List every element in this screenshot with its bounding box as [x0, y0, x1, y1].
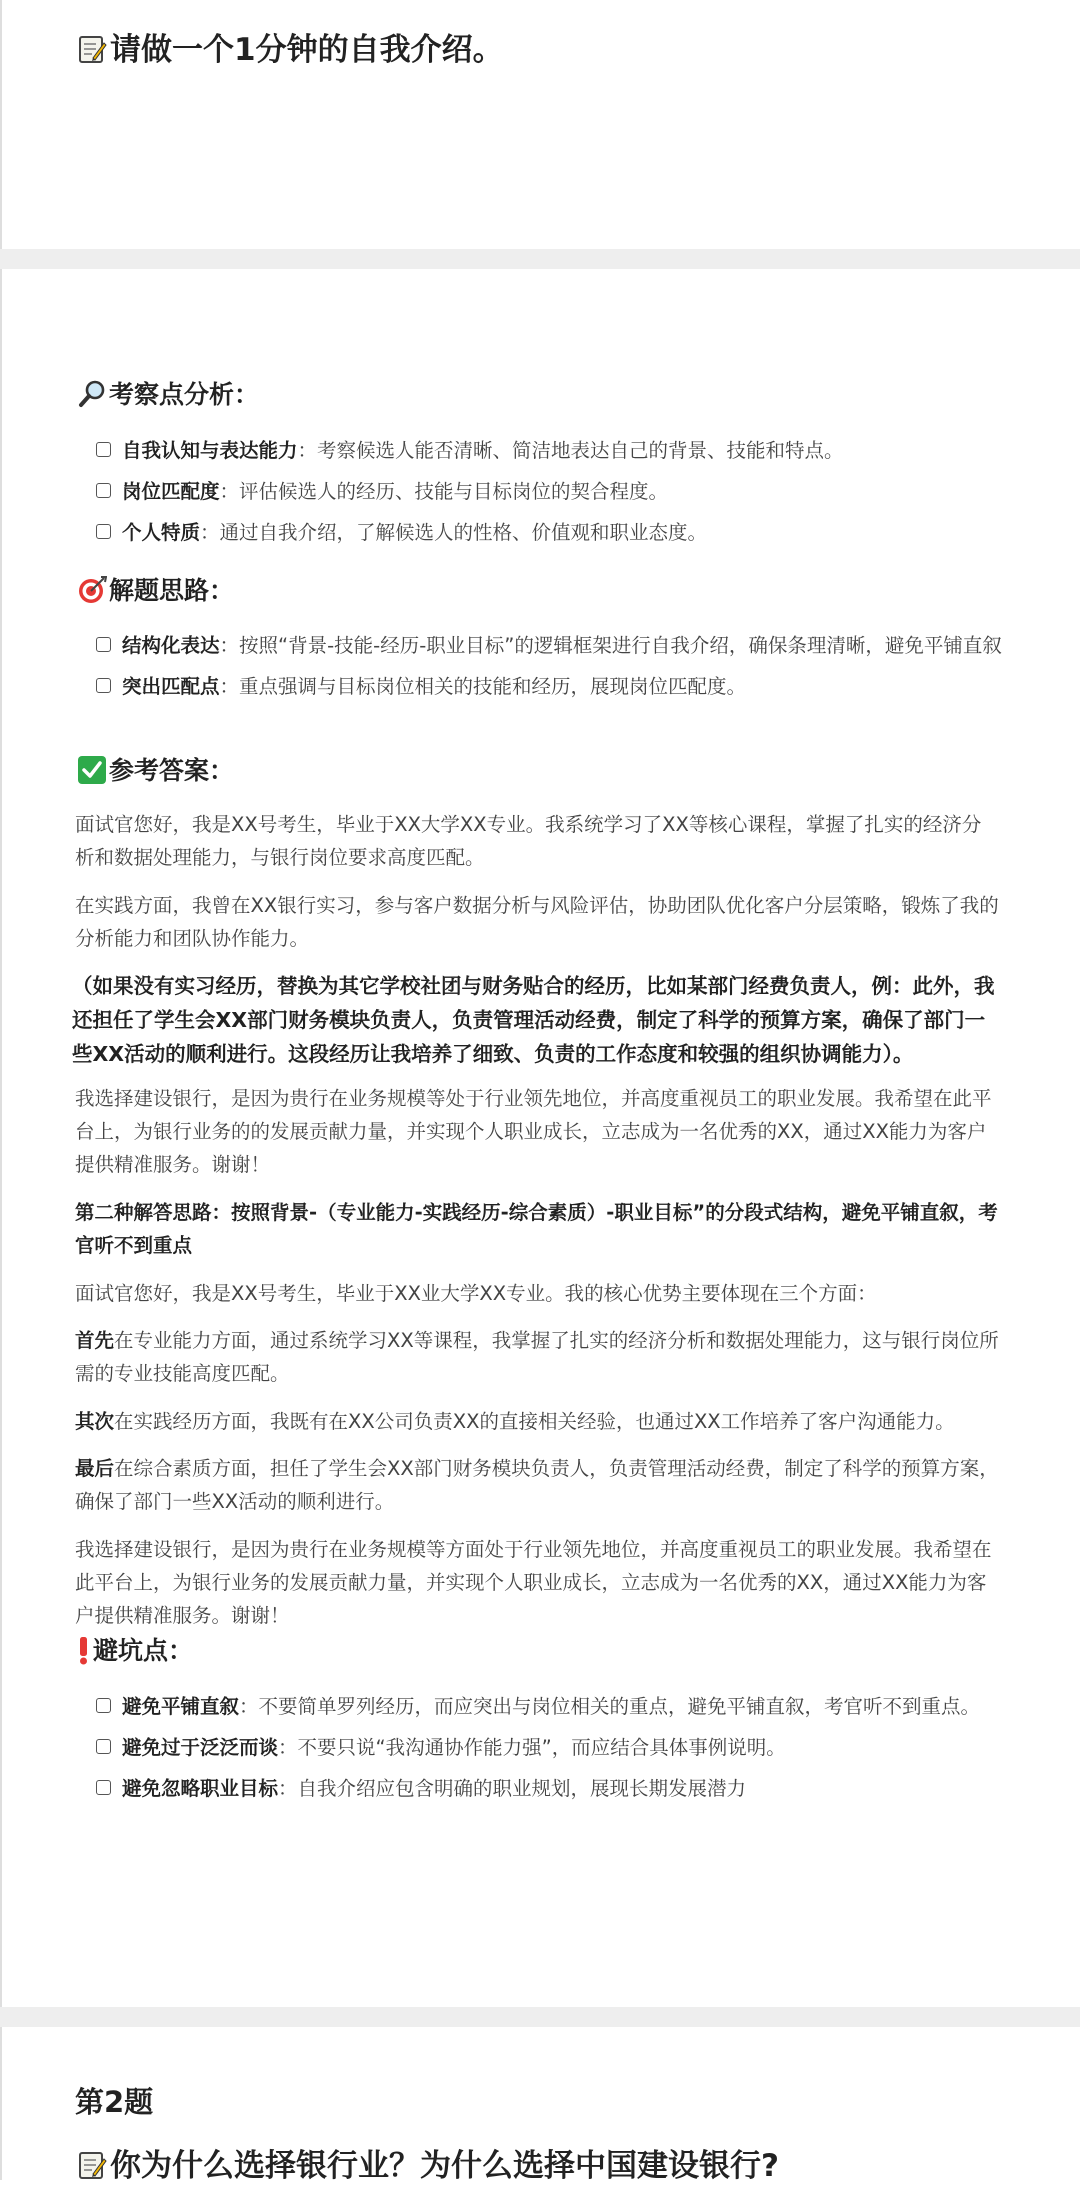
item-text: ：评估候选人的经历、技能与目标岗位的契合程度。: [219, 480, 669, 503]
question-card-1: [0, 0, 1078, 249]
approach-item: [96, 670, 1006, 703]
approach-list: [96, 629, 1006, 711]
pitfalls-heading: 避坑点：: [93, 1636, 194, 1665]
check-mark-icon: [77, 755, 107, 785]
second-label: 其次: [75, 1410, 115, 1433]
second-text: 在实践经历方面，我既有在XX公司负责XX的直接相关经验，也通过XX工作培养了客户沟通能力。: [114, 1410, 955, 1433]
question-1-title-row: [77, 30, 504, 70]
item-text: ：不要只说“我沟通协作能力强”，而应结合具体事例说明。: [278, 1736, 786, 1759]
answer-paragraph: 我选择建设银行，是因为贵行在业务规模等处于行业领先地位，并高度重视员工的职业发展。我希望在此平台上，为银行业务的的发展贡献力量，并实现个人职业成长，立志成为一名优秀的XX，通过XX能力为客户提供精准服务。谢谢！: [75, 1087, 992, 1176]
first-text: 在专业能力方面，通过系统学习XX等课程，我掌握了扎实的经济分析和数据处理能力，这与银行岗位所需的专业技能高度匹配。: [75, 1329, 999, 1385]
approach-item: [96, 629, 1006, 662]
memo-icon: [77, 2150, 107, 2180]
pitfall-item: [96, 1690, 1006, 1723]
checkbox[interactable]: [96, 678, 111, 693]
checkbox[interactable]: [96, 1698, 111, 1713]
target-icon: [77, 575, 107, 605]
item-text: ：自我介绍应包含明确的职业规划，展现长期发展潜力: [278, 1777, 747, 1800]
item-label: 突出匹配点: [122, 675, 220, 698]
answer-paragraph: 面试官您好，我是XX号考生，毕业于XX业大学XX专业。我的核心优势主要体现在三个方面：: [75, 1282, 877, 1305]
checkbox[interactable]: [96, 442, 111, 457]
item-text: ：不要简单罗列经历，而应突出与岗位相关的重点，避免平铺直叙，考官听不到重点。: [239, 1695, 981, 1718]
answer-note-paragraph: （如果没有实习经历，替换为其它学校社团与财务贴合的经历，比如某部门经费负责人，例：此外，我还担任了学生会XX部门财务模块负责人，负责管理活动经费，制定了科学的预算方案，确保了部门一些XX活动的顺利进行。这段经历让我培养了细致、负责的工作态度和较强的组织协调能力）。: [72, 974, 995, 1066]
pitfalls-heading-row: [77, 1634, 193, 1668]
last-text: 在综合素质方面，担任了学生会XX部门财务模块负责人，负责管理活动经费，制定了科学的预算方案，确保了部门一些XX活动的顺利进行。: [75, 1457, 999, 1513]
question-1-title: 请做一个1分钟的自我介绍。: [110, 32, 504, 68]
item-label: 个人特质: [122, 521, 201, 544]
question-number-label: 第2题: [75, 2085, 154, 2119]
answer-paragraph: [75, 1324, 1000, 1390]
checkbox[interactable]: [96, 637, 111, 652]
item-text: ：考察候选人能否清晰、简洁地表达自己的背景、技能和特点。: [297, 439, 844, 462]
item-label: 避免过于泛泛而谈: [122, 1736, 279, 1759]
item-label: 避免平铺直叙: [122, 1695, 240, 1718]
item-label: 避免忽略职业目标: [122, 1777, 279, 1800]
analysis-heading: 考察点分析：: [109, 380, 260, 409]
answer-paragraph: 我选择建设银行，是因为贵行在业务规模等方面处于行业领先地位，并高度重视员工的职业发展。我希望在此平台上，为银行业务的发展贡献力量，并实现个人职业成长，立志成为一名优秀的XX，通过XX能力为客户提供精准服务。谢谢！: [75, 1538, 992, 1627]
item-text: ：通过自我介绍，了解候选人的性格、价值观和职业态度。: [200, 521, 708, 544]
item-label: 结构化表达: [122, 634, 220, 657]
answer-card: [0, 269, 1078, 2007]
memo-icon: [77, 34, 107, 64]
magnifier-icon: [77, 379, 107, 409]
last-label: 最后: [75, 1457, 115, 1480]
checkbox[interactable]: [96, 483, 111, 498]
checkbox[interactable]: [96, 524, 111, 539]
checkbox[interactable]: [96, 1739, 111, 1754]
first-label: 首先: [75, 1329, 115, 1352]
answer-paragraph: [75, 1452, 1000, 1518]
pitfall-item: [96, 1772, 1006, 1805]
item-text: ：重点强调与目标岗位相关的技能和经历，展现岗位匹配度。: [219, 675, 747, 698]
analysis-item: [96, 475, 1006, 508]
exclamation-icon: [77, 1635, 91, 1665]
answer-heading-row: [77, 754, 234, 788]
analysis-item: [96, 434, 1006, 467]
approach-heading: 解题思路：: [109, 576, 235, 605]
analysis-heading-row: [77, 378, 259, 412]
item-label: 自我认知与表达能力: [122, 439, 298, 462]
card-divider: [0, 2007, 1080, 2027]
pitfalls-list: [96, 1690, 1006, 1813]
checkbox[interactable]: [96, 1780, 111, 1795]
question-card-2: [0, 2027, 1078, 2184]
analysis-list: [96, 434, 1006, 557]
answer-heading: 参考答案：: [109, 756, 235, 785]
alternative-approach-paragraph: 第二种解答思路：按照背景-（专业能力-实践经历-综合素质）-职业目标”的分段式结构，避免平铺直叙，考官听不到重点: [75, 1201, 998, 1257]
pitfall-item: [96, 1731, 1006, 1764]
answer-paragraph: [75, 1405, 1000, 1438]
answer-paragraph: 在实践方面，我曾在XX银行实习，参与客户数据分析与风险评估，协助团队优化客户分层策略，锻炼了我的分析能力和团队协作能力。: [75, 894, 999, 950]
analysis-item: [96, 516, 1006, 549]
question-2-title: 你为什么选择银行业？为什么选择中国建设银行?: [110, 2148, 779, 2184]
item-label: 岗位匹配度: [122, 480, 220, 503]
answer-paragraph: 面试官您好，我是XX号考生，毕业于XX大学XX专业。我系统学习了XX等核心课程，掌握了扎实的经济分析和数据处理能力，与银行岗位要求高度匹配。: [75, 813, 982, 869]
approach-heading-row: [77, 574, 234, 608]
card-divider: [0, 249, 1080, 269]
question-2-title-row: [77, 2146, 779, 2186]
item-text: ：按照“背景-技能-经历-职业目标”的逻辑框架进行自我介绍，确保条理清晰，避免平铺直叙: [219, 634, 1002, 657]
